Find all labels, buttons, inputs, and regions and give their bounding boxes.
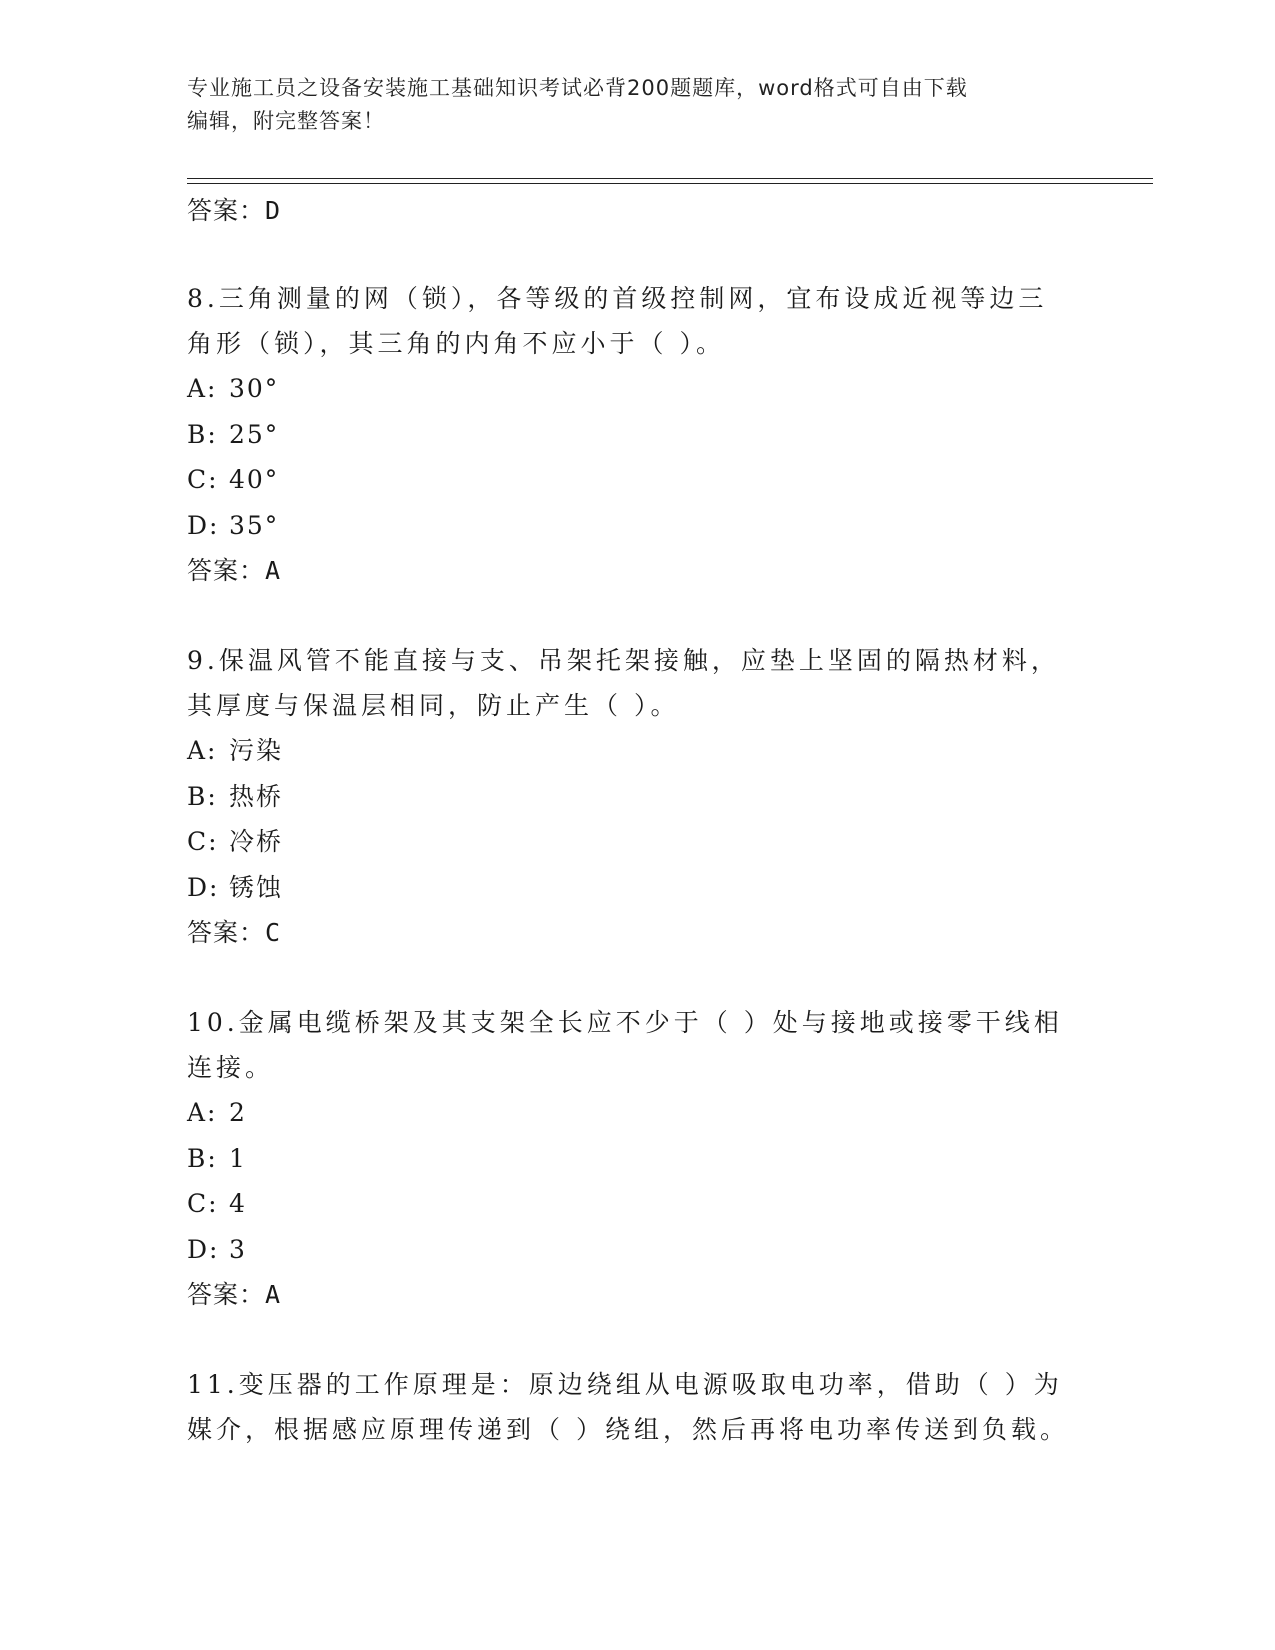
question-text-line: 连接。	[187, 1053, 275, 1082]
option-a	[187, 366, 1087, 412]
option-text: 冷桥	[229, 827, 284, 856]
question-text-line: 角形（锁），其三角的内角不应小于（ ）。	[187, 329, 725, 358]
option-text: 40°	[229, 465, 280, 494]
option-text: 1	[229, 1143, 247, 1173]
question-text-line: 其厚度与保温层相同，防止产生（ ）。	[187, 691, 680, 720]
option-letter: B:	[187, 781, 218, 811]
option-text: 25°	[229, 419, 280, 449]
option-text: 35°	[229, 510, 280, 540]
header-line-1: 专业施工员之设备安装施工基础知识考试必背200题题库，word格式可自由下载	[187, 76, 968, 100]
option-text: 3	[229, 1234, 247, 1264]
option-c	[187, 819, 1087, 865]
option-letter: C:	[187, 465, 219, 494]
answer-value: C	[265, 918, 282, 947]
question-10	[187, 1000, 1087, 1318]
header-line-2: 编辑，附完整答案！	[187, 109, 385, 133]
option-text: 4	[229, 1189, 247, 1218]
option-letter: B:	[187, 419, 218, 449]
option-c	[187, 1181, 1087, 1227]
option-text: 2	[229, 1098, 247, 1127]
option-b	[187, 412, 1087, 458]
option-text: 污染	[229, 736, 284, 765]
option-letter: A:	[187, 1098, 218, 1127]
answer-line	[187, 910, 1087, 956]
option-text: 30°	[229, 374, 280, 403]
option-d	[187, 1227, 1087, 1273]
answer-label: 答案：	[187, 1280, 266, 1309]
option-letter: B:	[187, 1143, 218, 1173]
answer-label: 答案：	[187, 196, 266, 225]
answer-value: A	[265, 1280, 282, 1309]
answer-value: A	[265, 556, 282, 585]
option-letter: A:	[187, 736, 218, 765]
option-d	[187, 503, 1087, 549]
answer-label: 答案：	[187, 556, 266, 585]
option-a	[187, 728, 1087, 774]
answer-line	[187, 548, 1087, 594]
option-letter: D:	[187, 872, 220, 902]
question-text-line: 媒介，根据感应原理传递到（ ）绕组，然后再将电功率传送到负载。	[187, 1415, 1069, 1444]
option-letter: C:	[187, 827, 219, 856]
answer-line	[187, 1272, 1087, 1318]
option-c	[187, 457, 1087, 503]
header-divider-top	[187, 178, 1153, 179]
header-divider-bottom	[187, 183, 1153, 184]
question-8	[187, 276, 1087, 594]
option-text: 锈蚀	[229, 872, 284, 902]
option-d	[187, 865, 1087, 911]
question-text-line: 10.金属电缆桥架及其支架全长应不少于（ ）处与接地或接零干线相	[187, 1008, 1063, 1037]
option-text: 热桥	[229, 781, 284, 811]
option-letter: D:	[187, 1234, 220, 1264]
page-header	[187, 72, 1087, 138]
option-letter: C:	[187, 1189, 219, 1218]
option-b	[187, 774, 1087, 820]
option-b	[187, 1136, 1087, 1182]
option-letter: D:	[187, 510, 220, 540]
answer-line	[187, 188, 1087, 234]
question-9	[187, 638, 1087, 956]
answer-label: 答案：	[187, 918, 266, 947]
option-a	[187, 1090, 1087, 1136]
question-text-line: 9.保温风管不能直接与支、吊架托架接触，应垫上坚固的隔热材料，	[187, 646, 1060, 675]
page-content	[187, 188, 1087, 1452]
question-11	[187, 1362, 1087, 1452]
option-letter: A:	[187, 374, 218, 403]
answer-value: D	[265, 196, 282, 225]
question-text-line: 8.三角测量的网（锁），各等级的首级控制网，宜布设成近视等边三	[187, 284, 1048, 313]
question-text-line: 11.变压器的工作原理是：原边绕组从电源吸取电功率，借助（ ）为	[187, 1370, 1063, 1399]
